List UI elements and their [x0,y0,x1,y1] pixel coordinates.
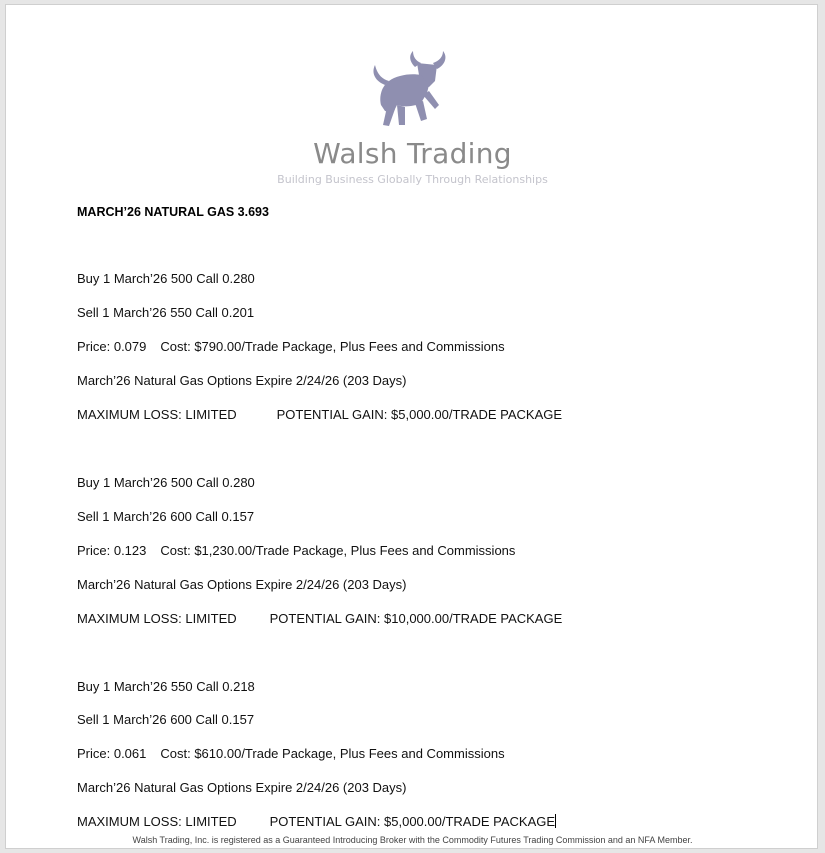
max-loss: MAXIMUM LOSS: LIMITED [77,407,237,422]
potential-gain: POTENTIAL GAIN: $5,000.00/TRADE PACKAGE [269,814,556,829]
potential-gain: POTENTIAL GAIN: $10,000.00/TRADE PACKAGE [269,611,563,626]
buy-leg: Buy 1 March’26 550 Call 0.218 [77,679,255,694]
potential-gain: POTENTIAL GAIN: $5,000.00/TRADE PACKAGE [276,407,563,422]
text-cursor [555,814,556,828]
price-cost-line [77,339,505,354]
price: Price: 0.061 [77,746,147,761]
expiry-line: March’26 Natural Gas Options Expire 2/24/26 (203 Days) [77,577,407,592]
sell-leg: Sell 1 March’26 600 Call 0.157 [77,712,255,727]
bull-icon [363,51,463,131]
buy-leg: Buy 1 March’26 500 Call 0.280 [77,475,255,490]
max-loss: MAXIMUM LOSS: LIMITED [77,611,237,626]
risk-line [77,814,556,829]
price: Price: 0.123 [77,543,147,558]
buy-leg: Buy 1 March’26 500 Call 0.280 [77,271,255,286]
document-page[interactable] [5,4,818,849]
brand-tagline: Building Business Globally Through Relationships [277,173,548,186]
price: Price: 0.079 [77,339,147,354]
company-logo [6,51,819,191]
expiry-line: March’26 Natural Gas Options Expire 2/24/26 (203 Days) [77,780,407,795]
price-cost-line [77,746,505,761]
cost: Cost: $790.00/Trade Package, Plus Fees and Commissions [160,339,505,354]
sell-leg: Sell 1 March’26 600 Call 0.157 [77,509,255,524]
price-cost-line [77,543,515,558]
footer-disclaimer: Walsh Trading, Inc. is registered as a Guaranteed Introducing Broker with the Commodity Futures Trading Commission and an NFA Member. [132,835,693,845]
sell-leg: Sell 1 March’26 550 Call 0.201 [77,305,255,320]
document-heading: MARCH’26 NATURAL GAS 3.693 [77,205,269,219]
cost: Cost: $610.00/Trade Package, Plus Fees and Commissions [160,746,505,761]
max-loss: MAXIMUM LOSS: LIMITED [77,814,237,829]
risk-line [77,407,562,422]
expiry-line: March’26 Natural Gas Options Expire 2/24/26 (203 Days) [77,373,407,388]
brand-name: Walsh Trading [313,137,512,170]
cost: Cost: $1,230.00/Trade Package, Plus Fees and Commissions [160,543,516,558]
risk-line [77,611,562,626]
